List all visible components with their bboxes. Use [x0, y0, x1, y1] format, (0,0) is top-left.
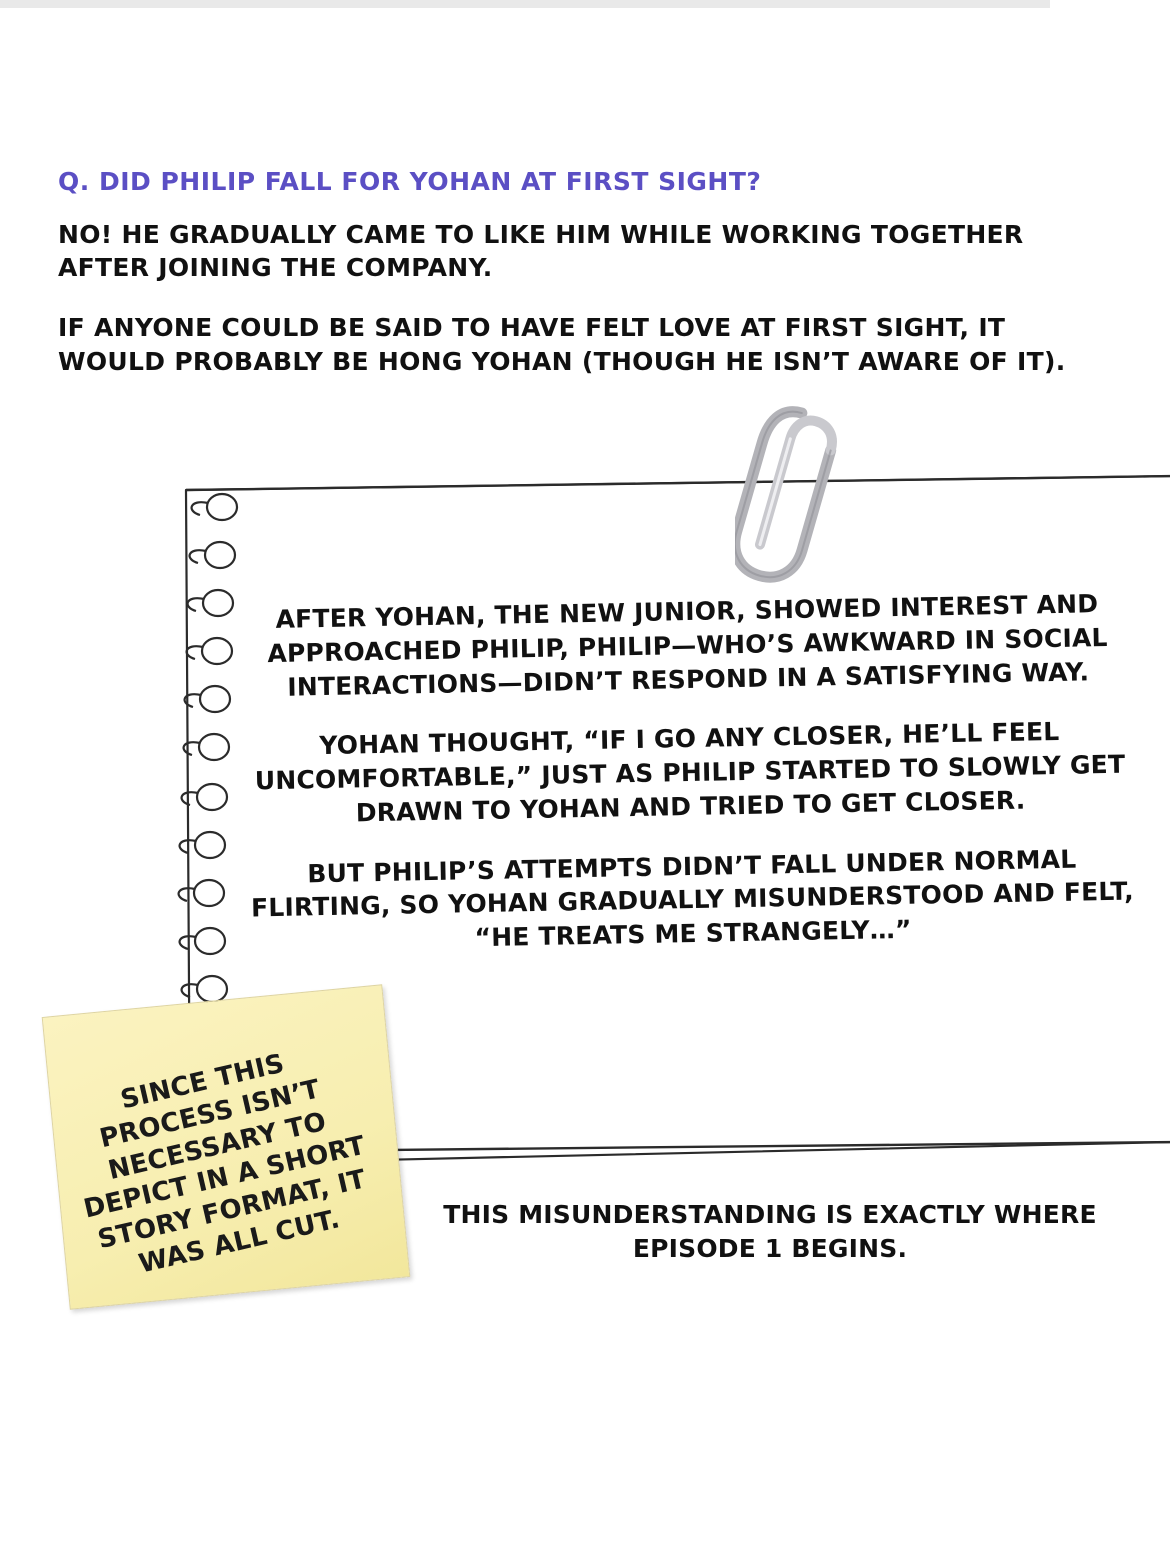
sticky-note: [55, 1000, 405, 1310]
notepad-text: [237, 586, 1144, 959]
top-edge-strip-gap: [1050, 0, 1170, 8]
question-text: Q. DID PHILIP FALL FOR YOHAN AT FIRST SIGHT?: [58, 167, 762, 196]
answer-paragraph-2: IF ANYONE COULD BE SAID TO HAVE FELT LOVE AT FIRST SIGHT, IT WOULD PROBABLY BE HONG YOHAN (THOUGH HE ISN’T AWARE OF IT).: [58, 313, 1066, 376]
bottom-caption: [440, 1198, 1100, 1266]
sticky-note-text: SINCE THIS PROCESS ISN’T NECESSARY TO DEPICT IN A SHORT STORY FORMAT, IT WAS ALL CUT.: [80, 1048, 369, 1280]
notepad-paragraph-3: BUT PHILIP’S ATTEMPTS DIDN’T FALL UNDER NORMAL FLIRTING, SO YOHAN GRADUALLY MISUNDERSTOOD AND FELT, “HE TREATS ME STRANGELY…”: [250, 844, 1135, 953]
top-edge-strip: [0, 0, 1170, 8]
notepad-paragraph-2: YOHAN THOUGHT, “IF I GO ANY CLOSER, HE’LL FEEL UNCOMFORTABLE,” JUST AS PHILIP STARTED TO SLOWLY GET DRAWN TO YOHAN AND TRIED TO GET CLOSER.: [254, 717, 1126, 828]
answer-paragraph-1: NO! HE GRADUALLY CAME TO LIKE HIM WHILE WORKING TOGETHER AFTER JOINING THE COMPANY.: [58, 219, 1024, 283]
intro-qa-block: [58, 168, 1118, 405]
bottom-caption-text: THIS MISUNDERSTANDING IS EXACTLY WHERE EPISODE 1 BEGINS.: [443, 1200, 1097, 1263]
spiral-binding-icon: [160, 485, 270, 1045]
paperclip-icon: [735, 398, 865, 608]
notepad-paragraph-1: AFTER YOHAN, THE NEW JUNIOR, SHOWED INTEREST AND APPROACHED PHILIP, PHILIP—WHO’S AWKWARD IN SOCIAL INTERACTIONS—DIDN’T RESPOND IN A SATISFYING WAY.: [267, 589, 1108, 702]
